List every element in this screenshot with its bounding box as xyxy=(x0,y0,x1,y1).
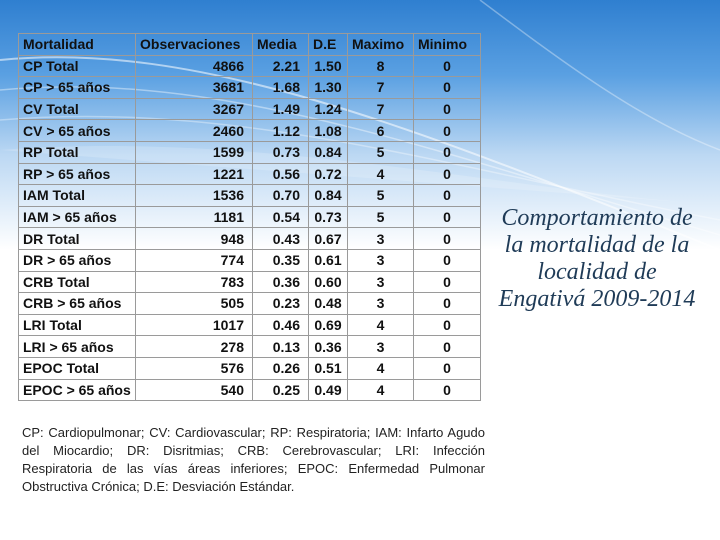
table-cell: 0 xyxy=(414,55,481,77)
row-label-cell: RP > 65 años xyxy=(19,163,136,185)
table-cell: 0.36 xyxy=(253,271,309,293)
table-cell: 0.72 xyxy=(309,163,348,185)
column-header: Observaciones xyxy=(136,34,253,56)
table-row xyxy=(19,379,481,401)
table-row xyxy=(19,120,481,142)
table-cell: 3 xyxy=(348,249,414,271)
table-cell: 2.21 xyxy=(253,55,309,77)
table-row xyxy=(19,185,481,207)
table-cell: 0.26 xyxy=(253,357,309,379)
table-cell: 3 xyxy=(348,293,414,315)
table-row xyxy=(19,77,481,99)
table-cell: 0.73 xyxy=(309,206,348,228)
table-cell: 0.51 xyxy=(309,357,348,379)
row-label-cell: EPOC Total xyxy=(19,357,136,379)
table-cell: 1.08 xyxy=(309,120,348,142)
table-cell: 5 xyxy=(348,206,414,228)
table-cell: 0.67 xyxy=(309,228,348,250)
table-cell: 0 xyxy=(414,379,481,401)
table-cell: 0.46 xyxy=(253,314,309,336)
row-label-cell: LRI Total xyxy=(19,314,136,336)
table-cell: 1.49 xyxy=(253,98,309,120)
table-row xyxy=(19,55,481,77)
table-cell: 0.35 xyxy=(253,249,309,271)
table-cell: 576 xyxy=(136,357,253,379)
table-cell: 0.60 xyxy=(309,271,348,293)
table-cell: 0 xyxy=(414,206,481,228)
column-header: Minimo xyxy=(414,34,481,56)
row-label-cell: CRB Total xyxy=(19,271,136,293)
table-cell: 505 xyxy=(136,293,253,315)
table-row xyxy=(19,357,481,379)
table-row xyxy=(19,206,481,228)
table-cell: 0.36 xyxy=(309,336,348,358)
row-label-cell: DR Total xyxy=(19,228,136,250)
table-cell: 0 xyxy=(414,314,481,336)
table-cell: 540 xyxy=(136,379,253,401)
table-cell: 0 xyxy=(414,357,481,379)
column-header: Media xyxy=(253,34,309,56)
table-cell: 0 xyxy=(414,271,481,293)
table-cell: 278 xyxy=(136,336,253,358)
table-cell: 0 xyxy=(414,163,481,185)
row-label-cell: CP > 65 años xyxy=(19,77,136,99)
row-label-cell: CV > 65 años xyxy=(19,120,136,142)
mortality-table xyxy=(18,33,481,401)
row-label-cell: LRI > 65 años xyxy=(19,336,136,358)
table-cell: 0 xyxy=(414,98,481,120)
row-label-cell: IAM Total xyxy=(19,185,136,207)
table-cell: 5 xyxy=(348,141,414,163)
table-cell: 0 xyxy=(414,249,481,271)
footnote-abbreviations: CP: Cardiopulmonar; CV: Cardiovascular; RP: Respiratoria; IAM: Infarto Agudo del Miocardio; DR: Disritmias; CRB: Cerebrovascular; LRI: Infección Respiratoria de las vías áreas inferiores; EPOC: Enfermedad Pulmonar Obstructiva Crónica; D.E: Desviación Estándar. xyxy=(22,425,485,494)
table-cell: 0.49 xyxy=(309,379,348,401)
table-cell: 3681 xyxy=(136,77,253,99)
table-row xyxy=(19,141,481,163)
table-cell: 4 xyxy=(348,379,414,401)
table-cell: 0.69 xyxy=(309,314,348,336)
table-cell: 1181 xyxy=(136,206,253,228)
table-cell: 1.24 xyxy=(309,98,348,120)
table-body xyxy=(19,55,481,401)
table-header-row xyxy=(19,34,481,56)
table-row xyxy=(19,249,481,271)
table-cell: 6 xyxy=(348,120,414,142)
table-cell: 0.73 xyxy=(253,141,309,163)
row-label-cell: CV Total xyxy=(19,98,136,120)
table-cell: 1.68 xyxy=(253,77,309,99)
table-cell: 3 xyxy=(348,228,414,250)
row-label-cell: RP Total xyxy=(19,141,136,163)
table-cell: 0.84 xyxy=(309,185,348,207)
table-cell: 0.56 xyxy=(253,163,309,185)
table-cell: 4 xyxy=(348,357,414,379)
row-label-cell: CP Total xyxy=(19,55,136,77)
row-label-cell: CRB > 65 años xyxy=(19,293,136,315)
table-cell: 3 xyxy=(348,271,414,293)
table-cell: 7 xyxy=(348,98,414,120)
row-label-cell: EPOC > 65 años xyxy=(19,379,136,401)
table-cell: 0 xyxy=(414,77,481,99)
row-label-cell: DR > 65 años xyxy=(19,249,136,271)
table-cell: 0.61 xyxy=(309,249,348,271)
table-cell: 1536 xyxy=(136,185,253,207)
mortality-table-container xyxy=(18,33,480,401)
table-row xyxy=(19,228,481,250)
table-cell: 1599 xyxy=(136,141,253,163)
table-row xyxy=(19,293,481,315)
table-cell: 0 xyxy=(414,141,481,163)
table-cell: 4 xyxy=(348,163,414,185)
table-cell: 4 xyxy=(348,314,414,336)
column-header: D.E xyxy=(309,34,348,56)
table-row xyxy=(19,163,481,185)
table-cell: 0.25 xyxy=(253,379,309,401)
table-cell: 0.23 xyxy=(253,293,309,315)
table-cell: 0.84 xyxy=(309,141,348,163)
table-row xyxy=(19,314,481,336)
table-cell: 0 xyxy=(414,228,481,250)
table-cell: 1.30 xyxy=(309,77,348,99)
table-cell: 7 xyxy=(348,77,414,99)
table-cell: 0 xyxy=(414,336,481,358)
table-cell: 3 xyxy=(348,336,414,358)
table-cell: 0.48 xyxy=(309,293,348,315)
slide-title: Comportamiento de la mortalidad de la localidad de Engativá 2009-2014 xyxy=(498,205,696,312)
table-cell: 1221 xyxy=(136,163,253,185)
table-cell: 0 xyxy=(414,293,481,315)
table-cell: 1017 xyxy=(136,314,253,336)
table-cell: 0.13 xyxy=(253,336,309,358)
table-row xyxy=(19,98,481,120)
column-header: Maximo xyxy=(348,34,414,56)
table-cell: 948 xyxy=(136,228,253,250)
table-cell: 1.12 xyxy=(253,120,309,142)
table-cell: 3267 xyxy=(136,98,253,120)
table-cell: 0 xyxy=(414,120,481,142)
table-cell: 783 xyxy=(136,271,253,293)
table-row xyxy=(19,336,481,358)
table-cell: 0.54 xyxy=(253,206,309,228)
table-cell: 4866 xyxy=(136,55,253,77)
table-cell: 1.50 xyxy=(309,55,348,77)
table-cell: 0.43 xyxy=(253,228,309,250)
table-cell: 2460 xyxy=(136,120,253,142)
table-cell: 774 xyxy=(136,249,253,271)
row-label-cell: IAM > 65 años xyxy=(19,206,136,228)
table-cell: 5 xyxy=(348,185,414,207)
table-cell: 8 xyxy=(348,55,414,77)
column-header: Mortalidad xyxy=(19,34,136,56)
table-cell: 0 xyxy=(414,185,481,207)
table-cell: 0.70 xyxy=(253,185,309,207)
table-row xyxy=(19,271,481,293)
